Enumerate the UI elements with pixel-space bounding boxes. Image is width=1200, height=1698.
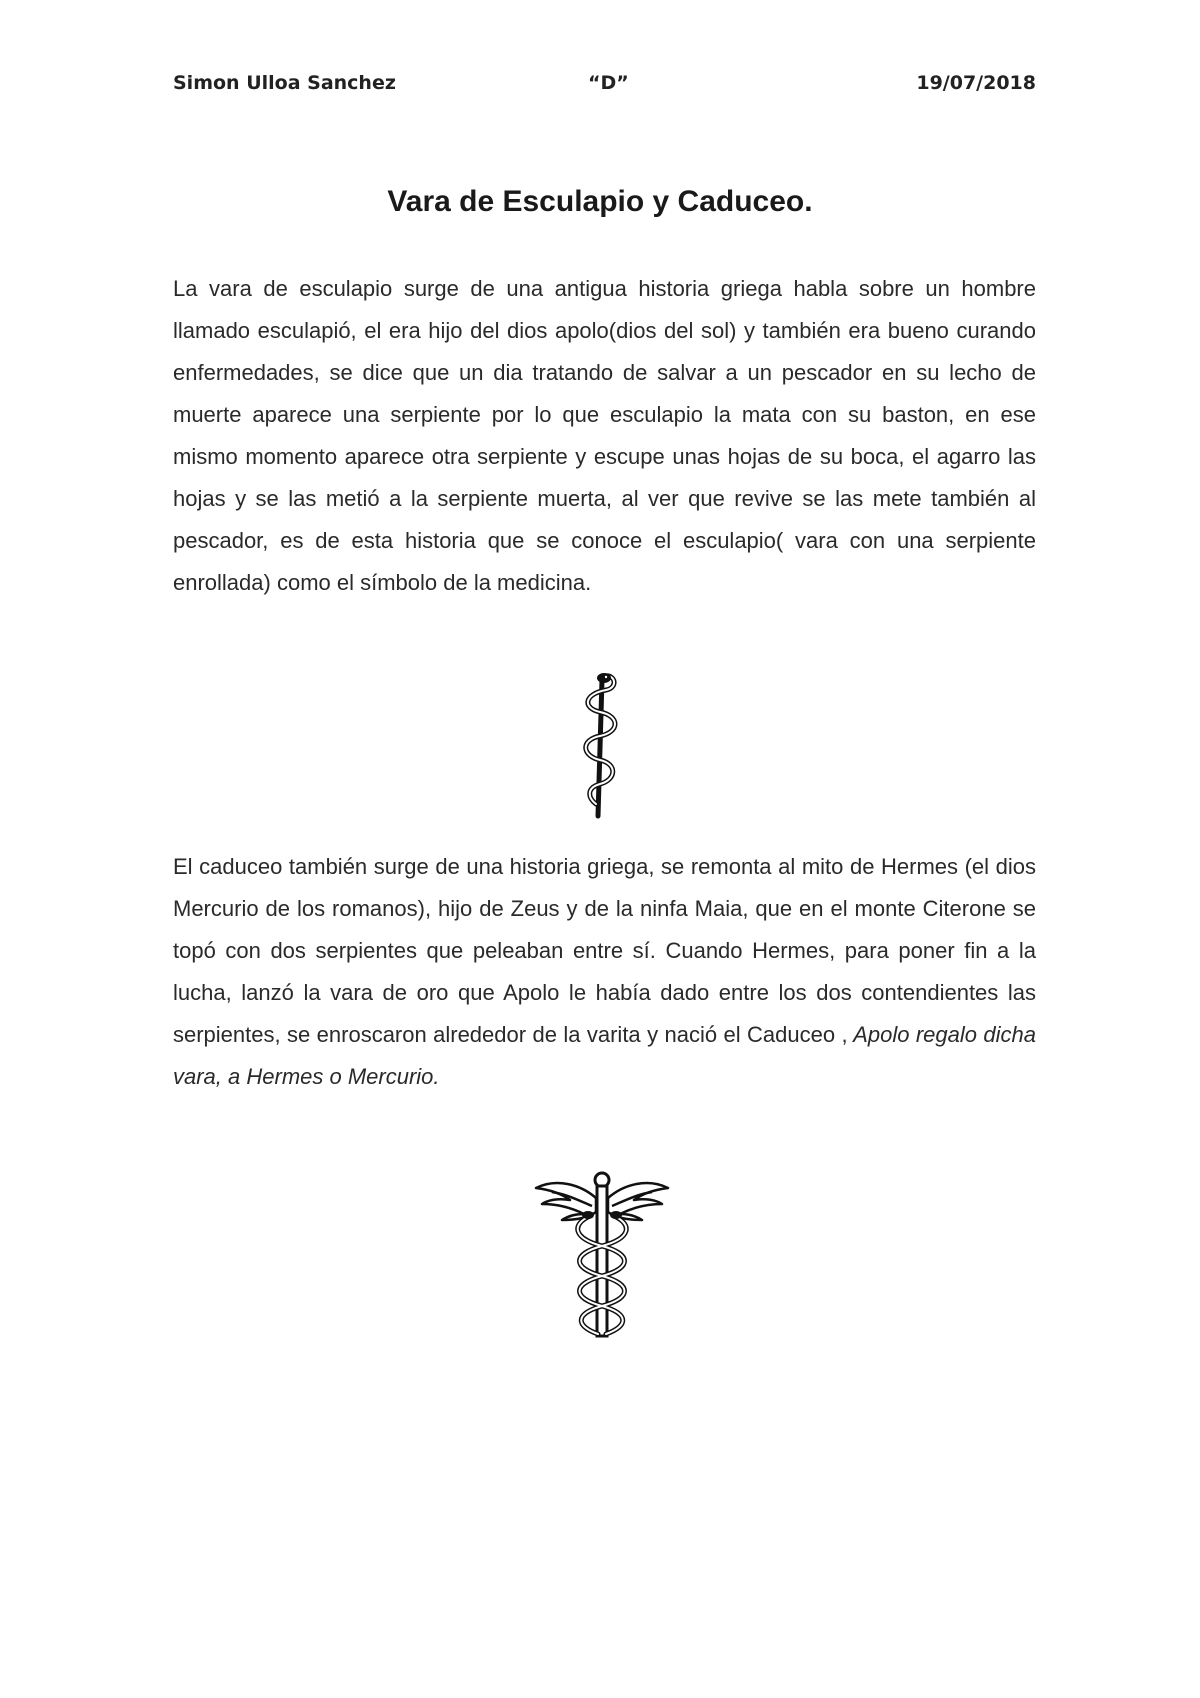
paragraph-caduceus-italic: Apolo regalo dicha vara, a Hermes o Mercurio. bbox=[173, 1022, 1037, 1089]
rod-of-asclepius-icon bbox=[570, 670, 630, 820]
document-date: 19/07/2018 bbox=[916, 72, 1036, 94]
document-header bbox=[173, 72, 1036, 102]
caduceus-icon bbox=[532, 1168, 672, 1344]
paragraph-asclepius: La vara de esculapio surge de una antigua historia griega habla sobre un hombre llamado esculapió, el era hijo del dios apolo(dios del sol) y también era bueno curando enfermedades, se dice que un dia tratando de salvar a un pescador en su lecho de muerte aparece una serpiente por lo que esculapio la mata con su baston, en ese mismo momento aparece otra serpiente y escupe unas hojas de su boca, el agarro las hojas y se las metió a la serpiente muerta, al ver que revive se las mete también al pescador, es de esta historia que se conoce el esculapio( vara con una serpiente enrollada) como el símbolo de la medicina. bbox=[173, 276, 1036, 595]
group-label: “D” bbox=[588, 72, 629, 94]
paragraph-caduceus bbox=[173, 846, 1036, 1098]
author-name: Simon Ulloa Sanchez bbox=[173, 72, 396, 94]
document-title: Vara de Esculapio y Caduceo. bbox=[387, 185, 813, 218]
paragraph-caduceus-text: El caduceo también surge de una historia griega, se remonta al mito de Hermes (el dios Mercurio de los romanos), hijo de Zeus y de la ninfa Maia, que en el monte Citerone se topó con dos serpientes que peleaban entre sí. Cuando Hermes, para poner fin a la lucha, lanzó la vara de oro que Apolo le había dado entre los dos contendientes las serpientes, se enroscaron alrededor de la varita y nació el Caduceo , bbox=[173, 854, 1036, 1047]
